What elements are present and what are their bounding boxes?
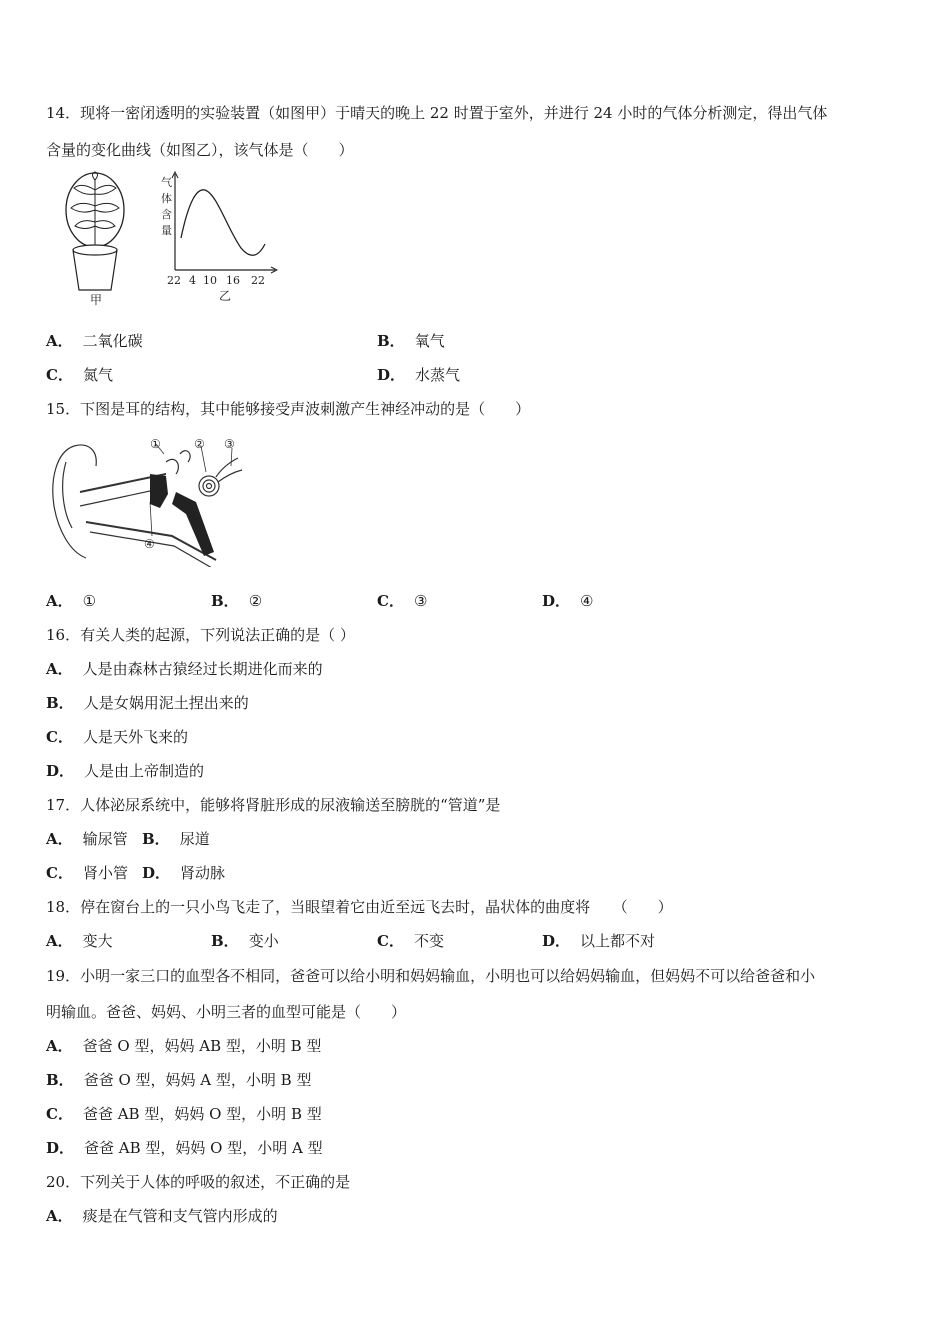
gas-curve	[181, 190, 265, 255]
q15-option-b[interactable]: B． ②	[211, 592, 263, 610]
fig-jia-label: 甲	[90, 293, 103, 307]
fig-yi-label: 乙	[219, 289, 232, 303]
q19-stem-line2: 明输血。爸爸、妈妈、小明三者的血型可能是（ ）	[46, 1003, 407, 1021]
tympanum-region	[150, 474, 168, 508]
q17-option-a[interactable]: A． 输尿管	[46, 830, 128, 848]
q15-option-a[interactable]: A． ①	[46, 592, 97, 610]
q19-stem-line1: 19．小明一家三口的血型各不相同，爸爸可以给小明和妈妈输血，小明也可以给妈妈输血，但妈妈不可以给爸爸和小	[46, 967, 816, 985]
ylabel-char: 含	[161, 208, 172, 221]
q20-option-a[interactable]: A． 痰是在气管和支气管内形成的	[46, 1207, 278, 1225]
ylabel-char: 量	[161, 224, 172, 237]
q15-stem: 15．下图是耳的结构，其中能够接受声波刺激产生神经冲动的是（ ）	[46, 400, 531, 418]
ear-label: ①	[150, 437, 161, 451]
q19-option-b[interactable]: B． 爸爸 O 型，妈妈 A 型，小明 B 型	[46, 1071, 312, 1089]
q17-option-c[interactable]: C． 肾小管	[46, 864, 128, 882]
ylabel-char: 气	[161, 176, 172, 189]
q16-stem: 16．有关人类的起源，下列说法正确的是（ ）	[46, 626, 355, 644]
q18-option-d[interactable]: D． 以上都不对	[542, 932, 656, 950]
x-tick-label: 22	[251, 274, 265, 287]
q14-stem-line1: 14．现将一密闭透明的实验装置（如图甲）于晴天的晚上 22 时置于室外，并进行 24 小时的气体分析测定，得出气体	[46, 104, 828, 122]
q15-option-c[interactable]: C． ③	[377, 592, 428, 610]
q19-option-c[interactable]: C． 爸爸 AB 型，妈妈 O 型，小明 B 型	[46, 1105, 322, 1123]
q18-option-a[interactable]: A． 变大	[46, 932, 113, 950]
ylabel-char: 体	[161, 192, 172, 205]
q18-option-c[interactable]: C． 不变	[377, 932, 444, 950]
x-tick-label: 16	[226, 274, 240, 287]
x-tick-label: 4	[189, 274, 196, 287]
ear-label: ④	[144, 537, 155, 551]
flower-pot-icon	[73, 245, 117, 290]
q17-option-b[interactable]: B． 尿道	[142, 830, 210, 848]
q19-option-a[interactable]: A． 爸爸 O 型，妈妈 AB 型，小明 B 型	[46, 1037, 322, 1055]
q18-option-b[interactable]: B． 变小	[211, 932, 279, 950]
q20-stem: 20．下列关于人体的呼吸的叙述，不正确的是	[46, 1173, 351, 1191]
q14-figure-jia	[60, 170, 135, 310]
q14-stem-line2: 含量的变化曲线（如图乙），该气体是（ ）	[46, 141, 354, 159]
q19-option-d[interactable]: D． 爸爸 AB 型，妈妈 O 型，小明 A 型	[46, 1139, 323, 1157]
q16-option-d[interactable]: D． 人是由上帝制造的	[46, 762, 205, 780]
q17-option-d[interactable]: D． 肾动脉	[142, 864, 226, 882]
q15-option-d[interactable]: D． ④	[542, 592, 594, 610]
q18-stem: 18．停在窗台上的一只小鸟飞走了，当眼望着它由近至远飞去时，晶状体的曲度将 （ ）	[46, 898, 673, 916]
x-tick-label: 10	[203, 274, 217, 287]
q16-option-a[interactable]: A． 人是由森林古猿经过长期进化而来的	[46, 660, 323, 678]
ear-label: ②	[194, 437, 205, 451]
q16-option-c[interactable]: C． 人是天外飞来的	[46, 728, 188, 746]
q17-stem: 17．人体泌尿系统中，能够将肾脏形成的尿液输送至膀胱的“管道”是	[46, 796, 501, 814]
q14-option-d[interactable]: D． 水蒸气	[377, 366, 461, 384]
q14-option-b[interactable]: B． 氧气	[377, 332, 445, 350]
q15-ear-figure	[46, 432, 246, 567]
q14-option-a[interactable]: A． 二氧化碳	[46, 332, 143, 350]
x-tick-label: 22	[167, 274, 181, 287]
q14-option-c[interactable]: C． 氮气	[46, 366, 113, 384]
q14-figure-yi-chart	[155, 170, 280, 310]
ear-label: ③	[224, 437, 235, 451]
plant-icon	[71, 172, 119, 248]
q16-option-b[interactable]: B． 人是女娲用泥土捏出来的	[46, 694, 249, 712]
